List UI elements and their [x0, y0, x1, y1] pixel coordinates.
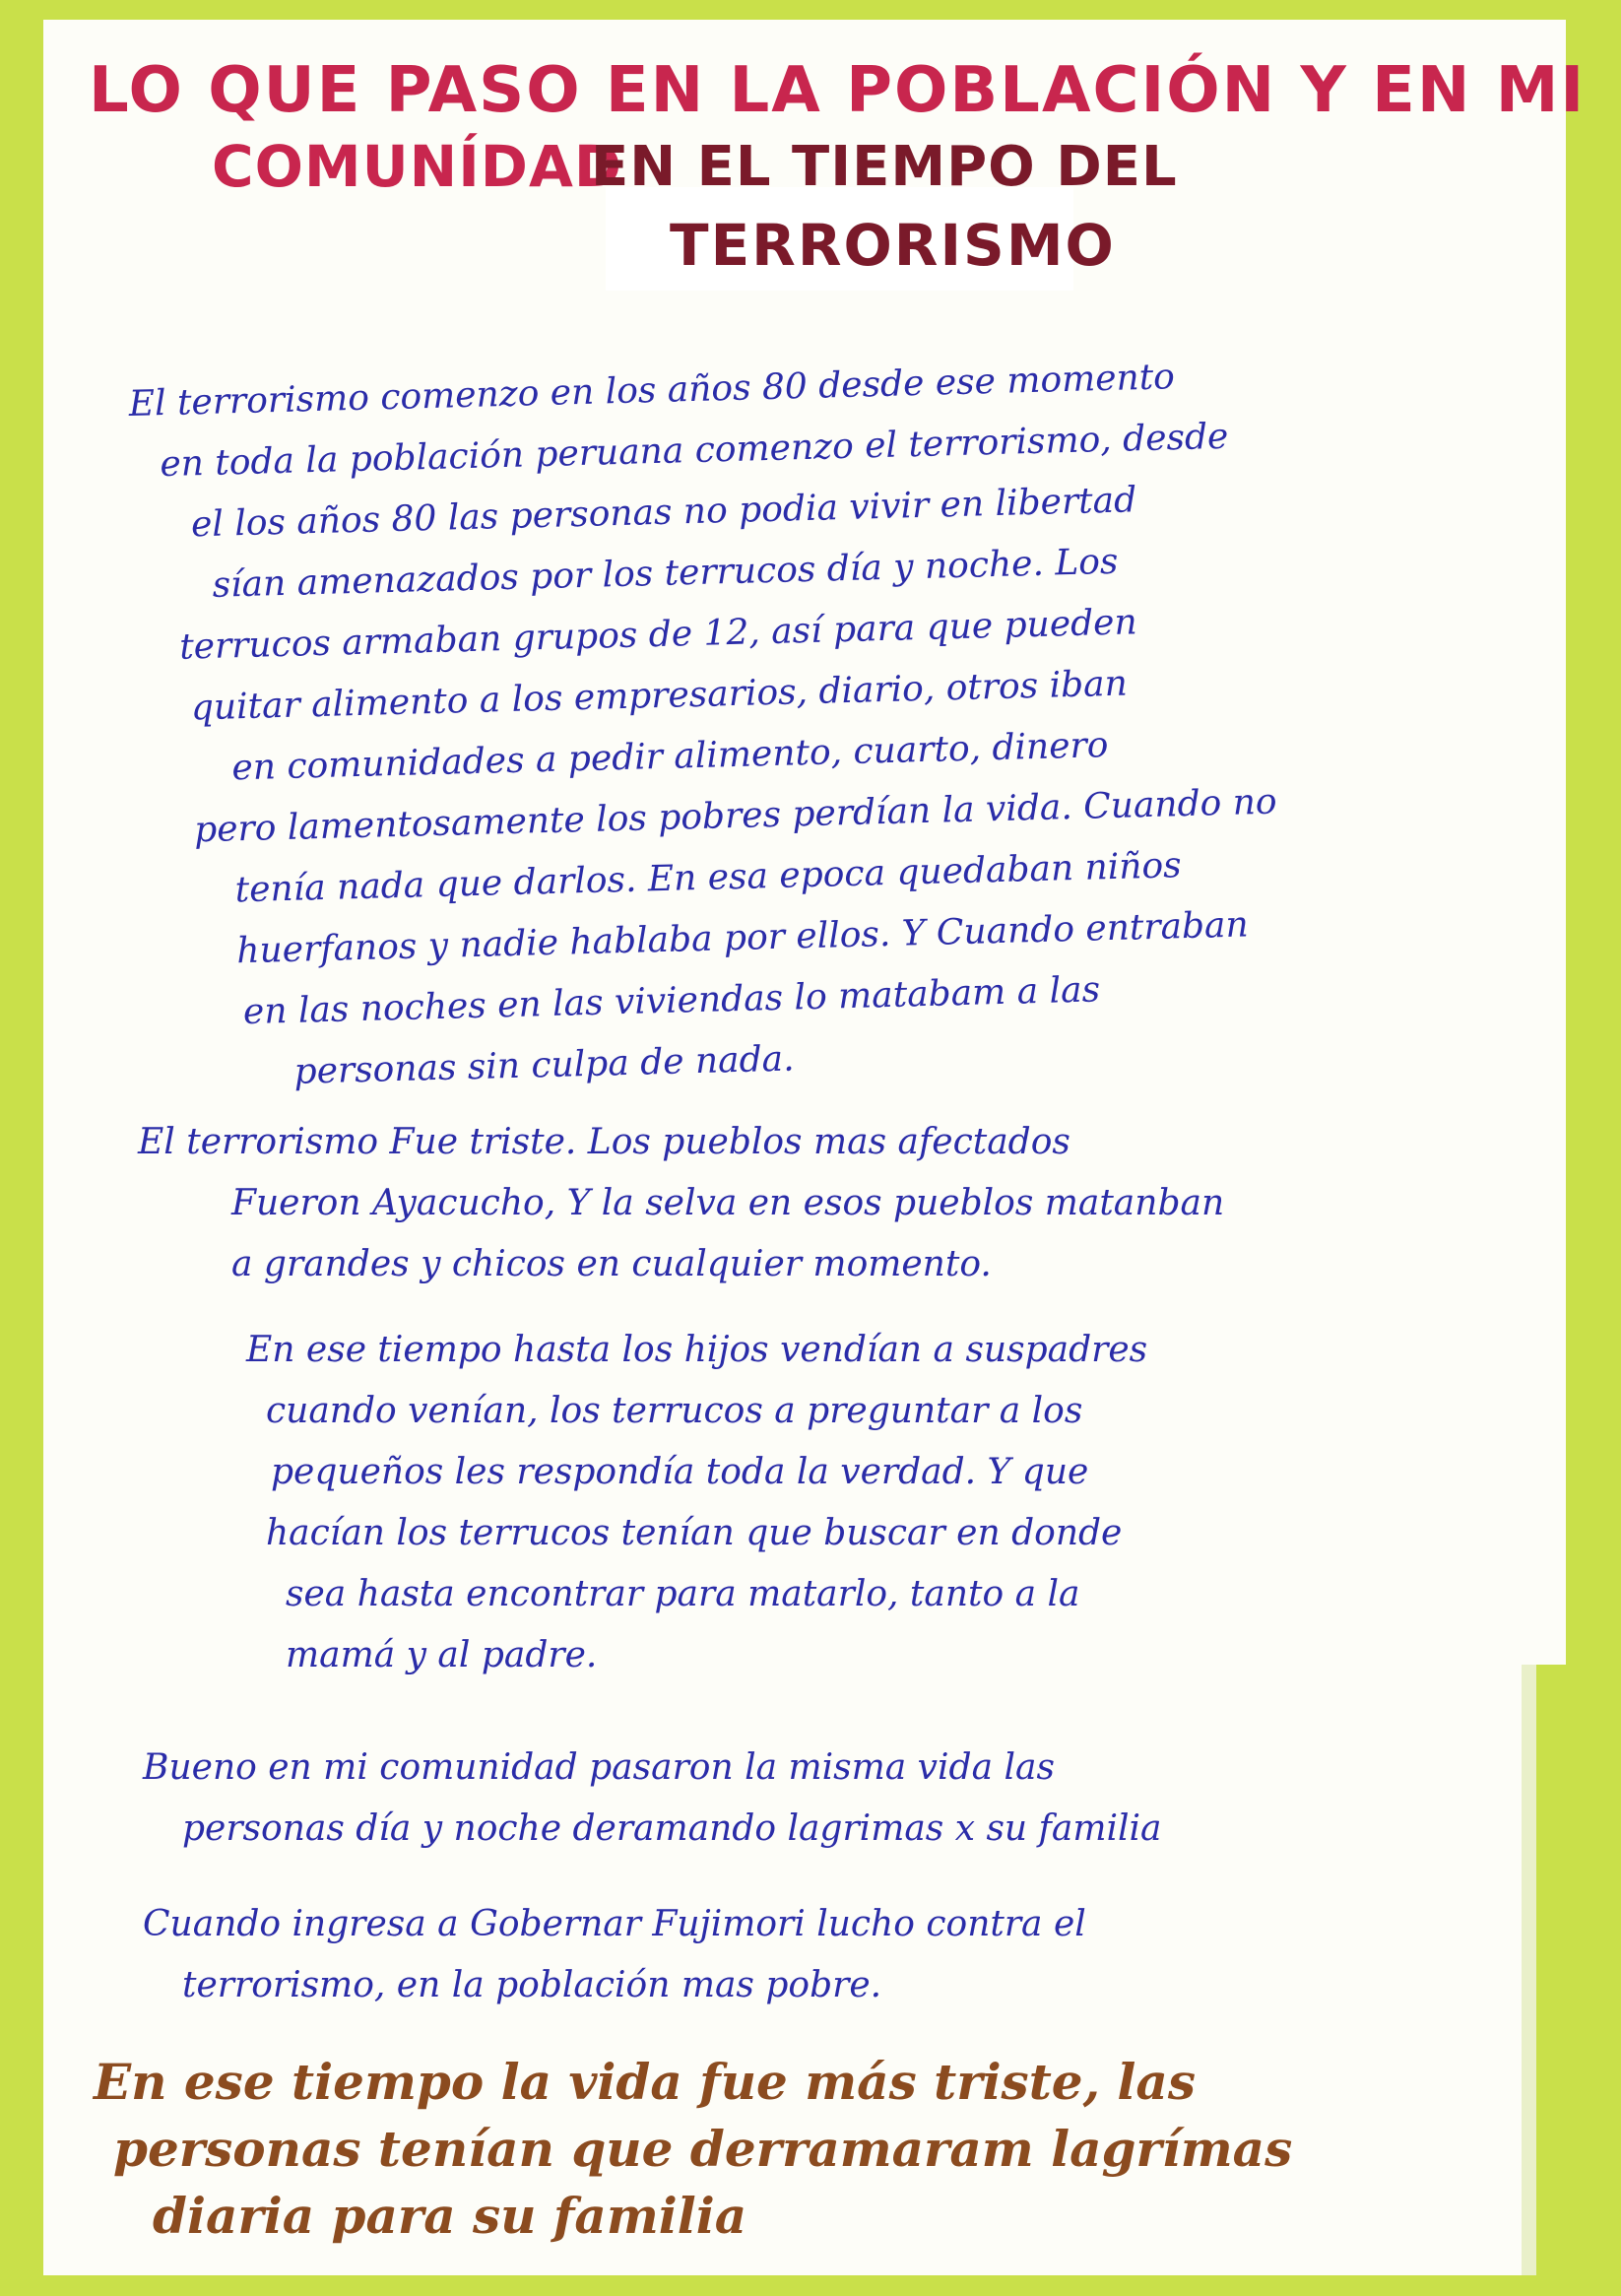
- text-line: En ese tiempo hasta los hijos vendían a suspadres: [246, 1330, 1148, 1370]
- text-line: pero lamentosamente los pobres perdían la vida. Cuando no: [193, 781, 1278, 851]
- text-line: El terrorismo comenzo en los años 80 desde ese momento: [128, 357, 1176, 425]
- closing-line: diaria para su familia: [153, 2187, 747, 2245]
- text-line: terrorismo, en la población mas pobre.: [182, 1965, 882, 2005]
- closing-line: En ese tiempo la vida fue más triste, las: [94, 2053, 1196, 2111]
- title-line-2b: EN EL TIEMPO DEL: [591, 135, 1178, 199]
- title-line-2a: COMUNÍDAD: [212, 133, 622, 200]
- text-line: Fueron Ayacucho, Y la selva en esos pueblos matanban: [231, 1183, 1225, 1223]
- closing-statement: [94, 2049, 1492, 2250]
- text-line: sían amenazados por los terrucos día y noche. Los: [212, 541, 1119, 606]
- text-line: pequeños les respondía toda la verdad. Y que: [271, 1452, 1089, 1492]
- text-line: personas día y noche deramando lagrimas x su familia: [182, 1808, 1162, 1849]
- paragraph-5: [143, 1896, 1086, 2018]
- text-line: quitar alimento a los empresarios, diario, otros iban: [190, 663, 1129, 729]
- title-line-3: TERRORISMO: [670, 212, 1116, 279]
- text-line: Bueno en mi comunidad pasaron la misma vida las: [143, 1747, 1055, 1788]
- closing-line: personas tenían que derramaram lagrímas: [113, 2120, 1293, 2178]
- paragraph-2: [138, 1113, 1224, 1296]
- text-line: sea hasta encontrar para matarlo, tanto a la: [286, 1574, 1080, 1614]
- text-line: terrucos armaban grupos de 12, así para que pueden: [178, 602, 1138, 668]
- title-line-1: LO QUE PASO EN LA POBLACIÓN Y EN MI: [89, 54, 1587, 127]
- green-border-right: [1536, 1665, 1588, 2275]
- text-line: a grandes y chicos en cualquier momento.: [231, 1244, 992, 1284]
- paragraph-1: [128, 345, 1284, 1107]
- text-line: cuando venían, los terrucos a preguntar a los: [266, 1391, 1083, 1431]
- text-line: tenía nada que darlos. En esa epoca quedaban niños: [234, 845, 1183, 911]
- text-line: huerfanos y nadie hablaba por ellos. Y Cuando entraban: [235, 904, 1250, 972]
- text-line: hacían los terrucos tenían que buscar en donde: [266, 1513, 1123, 1553]
- text-line: en toda la población peruana comenzo el terrorismo, desde: [159, 416, 1229, 486]
- text-line: en comunidades a pedir alimento, cuarto, dinero: [230, 725, 1109, 789]
- text-line: en las noches en las viviendas lo matabam a las: [242, 969, 1101, 1033]
- text-line: El terrorismo Fue triste. Los pueblos mas afectados: [138, 1122, 1070, 1162]
- text-line: Cuando ingresa a Gobernar Fujimori lucho contra el: [143, 1904, 1086, 1944]
- paragraph-4: [143, 1738, 1161, 1861]
- text-line: personas sin culpa de nada.: [293, 1038, 796, 1092]
- paragraph-3: [246, 1320, 1147, 1686]
- text-line: el los años 80 las personas no podia vivir en libertad: [190, 480, 1137, 546]
- text-line: mamá y al padre.: [286, 1635, 598, 1675]
